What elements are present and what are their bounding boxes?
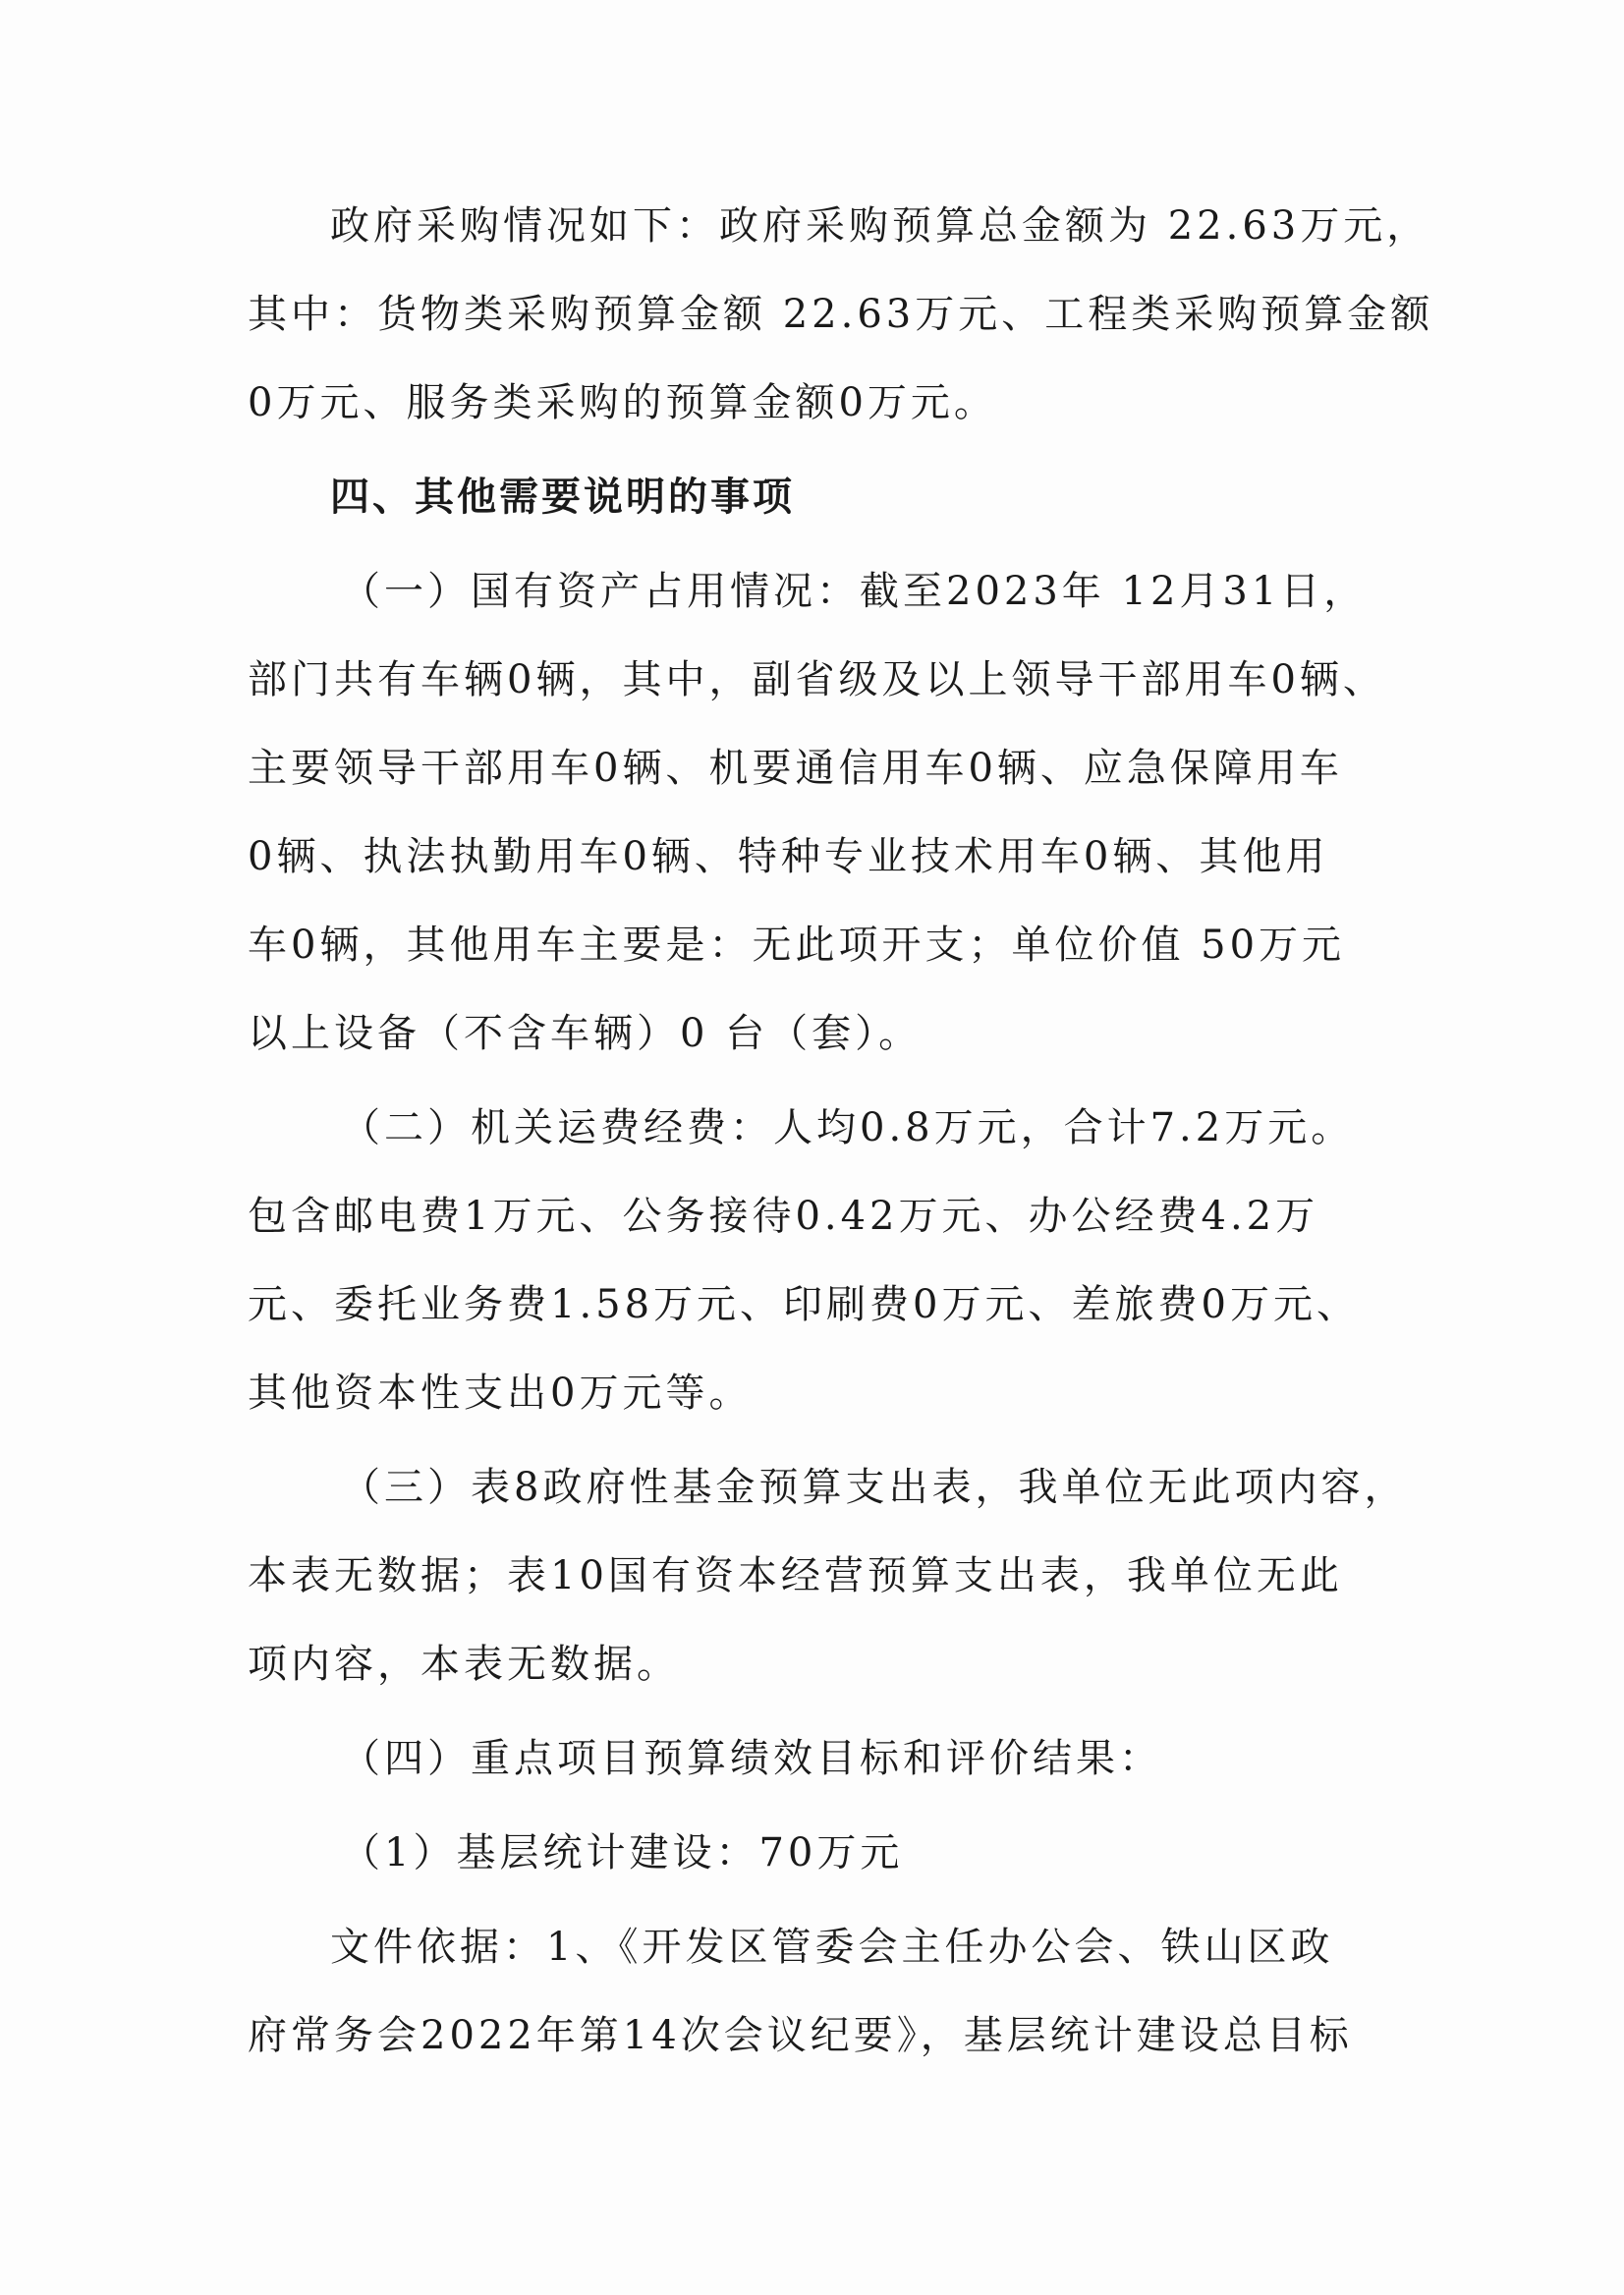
text-line: 本表无数据；表10国有资本经营预算支出表，我单位无此 (248, 1553, 1343, 1598)
text-line: 其中：货物类采购预算金额 22.63万元、工程类采购预算金额 (248, 292, 1434, 337)
text-line: （三）表8政府性基金预算支出表，我单位无此项内容， (341, 1465, 1408, 1510)
text-line: （二）机关运费经费：人均0.8万元，合计7.2万元。 (341, 1105, 1355, 1150)
text-line: 0万元、服务类采购的预算金额0万元。 (248, 380, 997, 425)
text-line: 政府采购情况如下：政府采购预算总金额为 22.63万元， (330, 203, 1430, 249)
text-line: （1）基层统计建设：70万元 (341, 1830, 904, 1875)
text-line: （一）国有资产占用情况：截至2023年 12月31日， (341, 569, 1368, 614)
text-line: 车0辆，其他用车主要是：无此项开支；单位价值 50万元 (248, 923, 1346, 968)
text-line: 0辆、执法执勤用车0辆、特种专业技术用车0辆、其他用 (248, 834, 1329, 879)
document-body (248, 196, 1434, 2065)
text-line: 府常务会2022年第14次会议纪要》，基层统计建设总目标 (248, 2013, 1353, 2058)
section-heading: 四、其他需要说明的事项 (330, 475, 795, 520)
text-line: 元、委托业务费1.58万元、印刷费0万元、差旅费0万元、 (248, 1282, 1360, 1327)
text-line: 其他资本性支出0万元等。 (248, 1371, 753, 1416)
text-line: 文件依据：1、《开发区管委会主任办公会、铁山区政 (330, 1925, 1334, 1970)
text-line: 主要领导干部用车0辆、机要通信用车0辆、应急保障用车 (248, 746, 1343, 791)
text-line: 以上设备（不含车辆）0 台（套）。 (248, 1011, 923, 1056)
text-line: 项内容，本表无数据。 (248, 1642, 680, 1687)
text-line: 部门共有车辆0辆，其中，副省级及以上领导干部用车0辆、 (248, 657, 1386, 702)
text-line: 包含邮电费1万元、公务接待0.42万元、办公经费4.2万 (248, 1194, 1319, 1239)
text-line: （四）重点项目预算绩效目标和评价结果： (341, 1736, 1162, 1781)
